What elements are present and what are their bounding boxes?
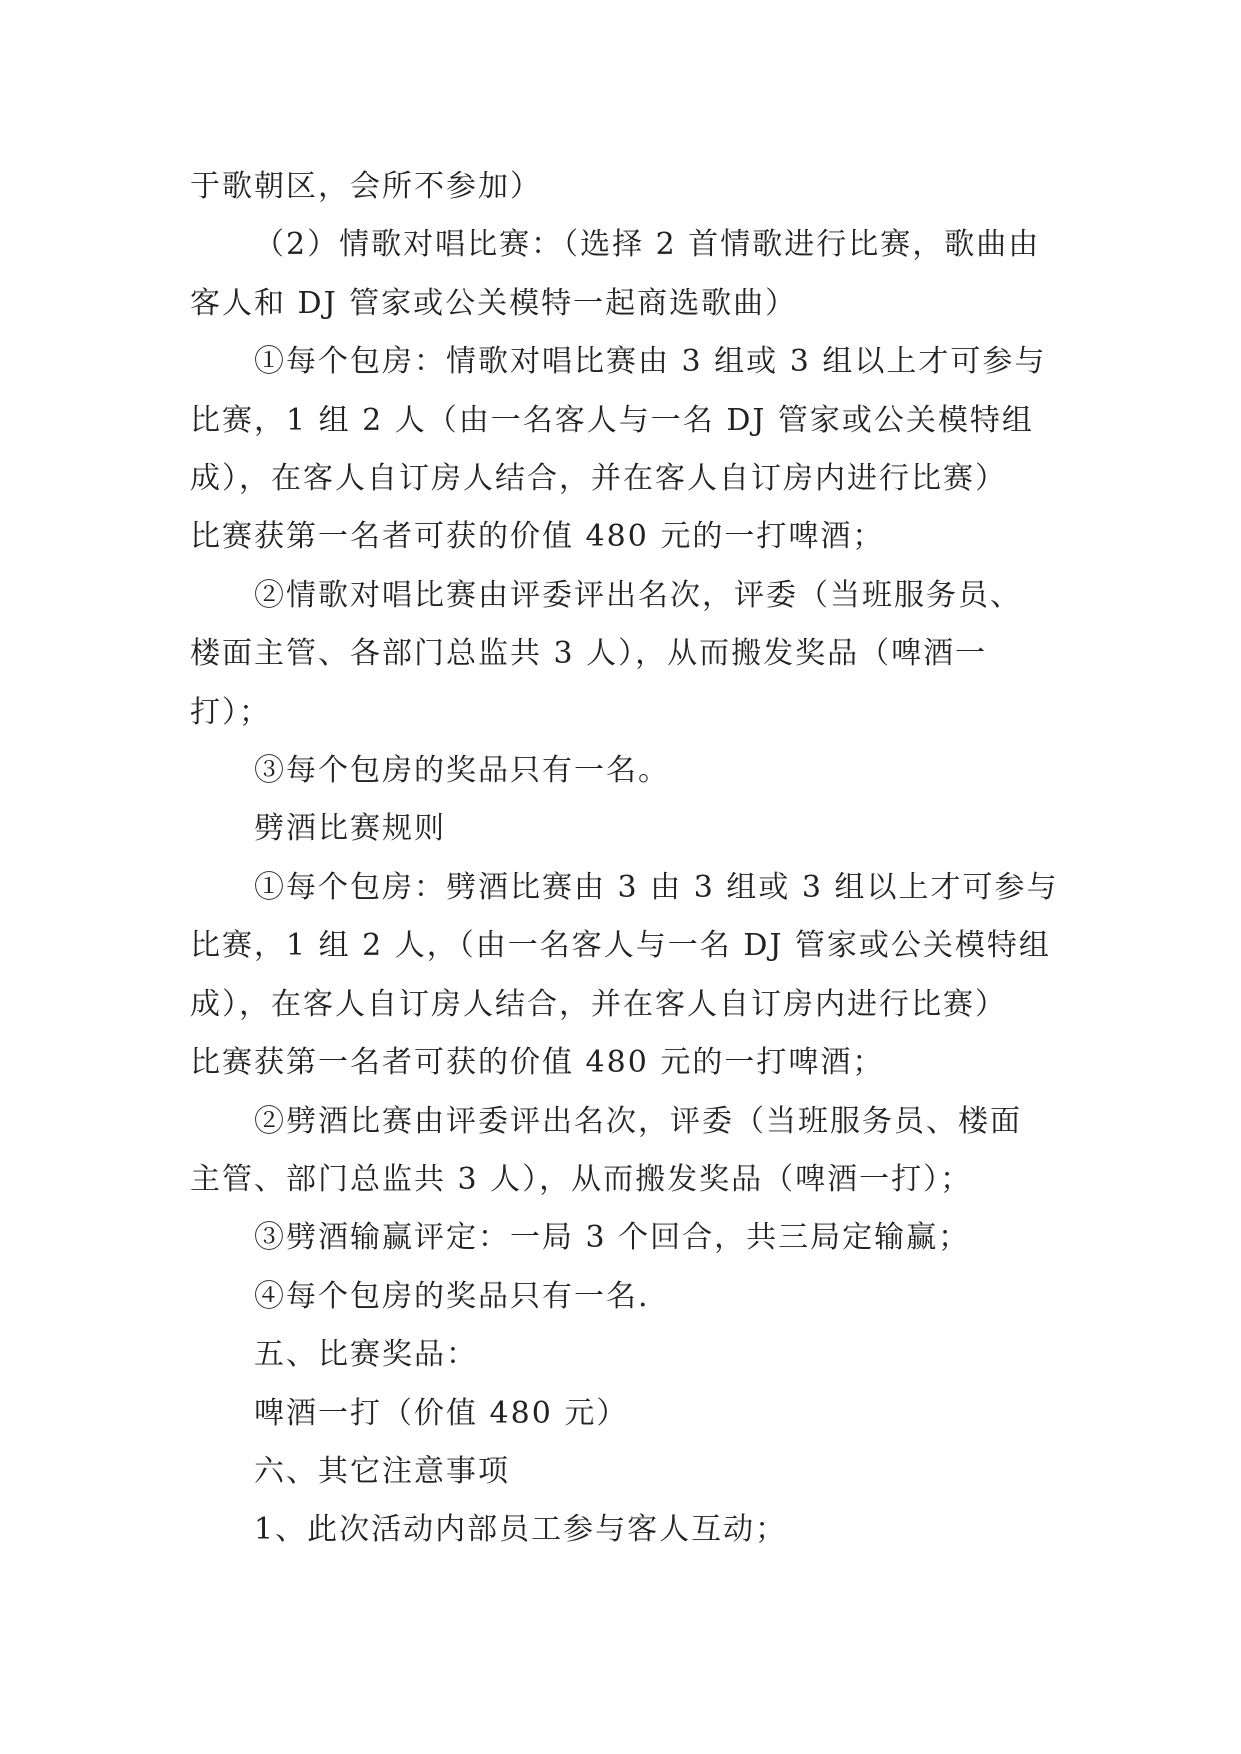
text-line: 比赛，1 组 2 人，（由一名客人与一名 DJ 管家或公关模特组 [190, 928, 1051, 964]
text-line: 于歌朝区，会所不参加） [190, 169, 542, 204]
text-line: 主管、部门总监共 3 人），从而搬发奖品（啤酒一打）； [190, 1161, 973, 1197]
text-line: 成），在客人自订房人结合，并在客人自订房内进行比赛） [190, 986, 1007, 1022]
text-line: 比赛获第一名者可获的价值 480 元的一打啤酒； [190, 519, 885, 555]
text-line: ①每个包房：劈酒比赛由 3 由 3 组或 3 组以上才可参与 [254, 869, 1059, 905]
document-body [190, 158, 1066, 1560]
section-heading: 五、比赛奖品： [254, 1337, 478, 1373]
text-line: 楼面主管、各部门总监共 3 人），从而搬发奖品（啤酒一 [190, 636, 988, 672]
text-line: 成），在客人自订房人结合，并在客人自订房内进行比赛） [190, 461, 1007, 497]
text-line: 比赛，1 组 2 人（由一名客人与一名 DJ 管家或公关模特组 [190, 402, 1034, 438]
section-heading: 六、其它注意事项 [254, 1453, 510, 1489]
text-line: ④每个包房的奖品只有一名. [254, 1278, 650, 1314]
text-line: 比赛获第一名者可获的价值 480 元的一打啤酒； [190, 1045, 885, 1081]
section-heading: 劈酒比赛规则 [254, 811, 446, 847]
text-line: ②劈酒比赛由评委评出名次，评委（当班服务员、楼面 [254, 1103, 1022, 1139]
text-line: ③劈酒输赢评定：一局 3 个回合，共三局定输赢； [254, 1220, 971, 1256]
text-line: （2）情歌对唱比赛：（选择 2 首情歌进行比赛，歌曲由 [254, 227, 1041, 263]
text-line: ①每个包房：情歌对唱比赛由 3 组或 3 组以上才可参与 [254, 344, 1047, 380]
text-line: 打）； [190, 694, 271, 730]
text-line: 啤酒一打（价值 480 元） [254, 1395, 629, 1431]
text-line: ②情歌对唱比赛由评委评出名次，评委（当班服务员、 [254, 577, 1022, 613]
text-line: 客人和 DJ 管家或公关模特一起商选歌曲） [190, 285, 798, 321]
text-line: 1、此次活动内部员工参与客人互动； [254, 1512, 788, 1548]
text-line: ③每个包房的奖品只有一名。 [254, 753, 670, 789]
